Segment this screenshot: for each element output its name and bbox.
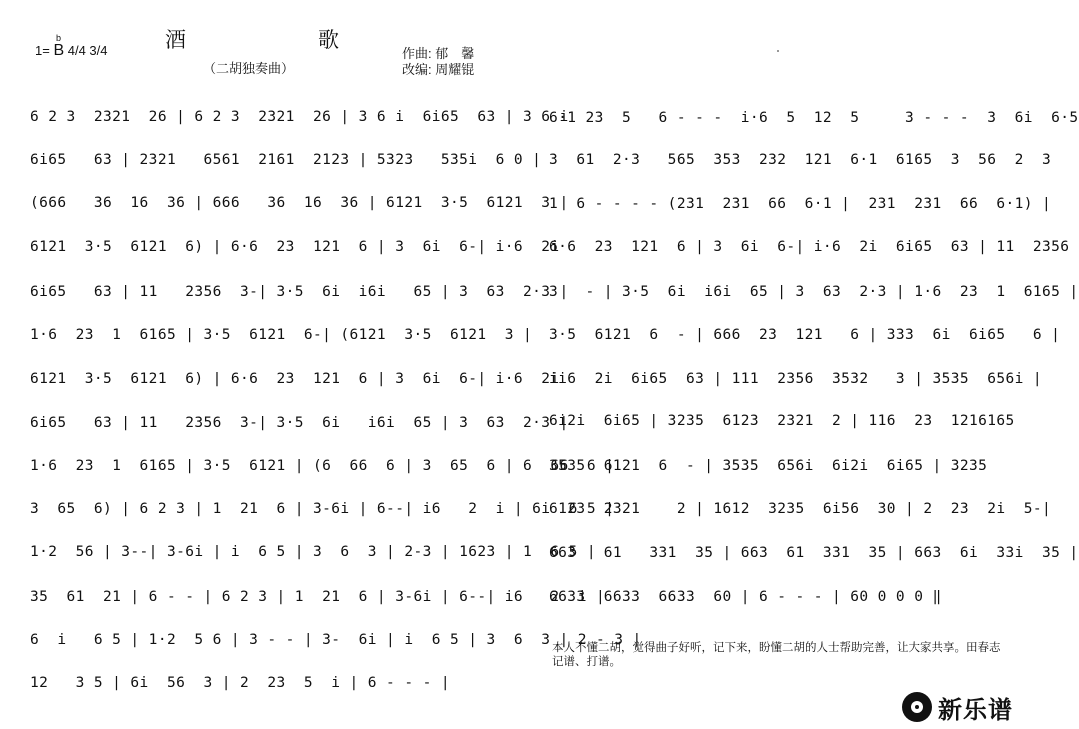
score-line: 12 3 5 | 6i 56 3 | 2 23 5 i | 6 - - - | [30, 675, 450, 691]
score-line: 6 i 6 5 | 1·2 5 6 | 3 - - | 3- 6i | i 6 5 | 3 6 3 | 2 - 3 | [30, 632, 642, 648]
score-line: 35 61 21 | 6 - - | 6 2 3 | 1 21 6 | 3-6i | 6--| i6 2 i | [30, 589, 606, 605]
score-line: 1·6 23 1 6165 | 3·5 6121 | (6 66 6 | 3 65 6 | 6 66 6 | [30, 458, 615, 474]
record-disc-icon [902, 692, 932, 722]
stray-dot [777, 50, 779, 52]
score-line: 6123 2321 2 | 1612 3235 6i56 30 | 2 23 2i 5-| [549, 501, 1052, 517]
score-line: 663 61 331 35 | 663 61 331 35 | 663 6i 33i 35 | [549, 545, 1079, 561]
score-line: 3 - | 3·5 6i i6i 65 | 3 63 2·3 | 1·6 23 1 6165 | [549, 284, 1079, 300]
composer-label: 作曲: [402, 46, 432, 61]
key-signature [35, 33, 108, 60]
title-char-2: 歌 [318, 28, 339, 52]
composer-line [402, 46, 474, 62]
score-line: 1·2 56 | 3--| 3-6i | i 6 5 | 3 6 3 | 2-3 | 1623 | 1 6 5 | [30, 544, 597, 560]
time-signature: 4/4 3/4 [67, 43, 108, 58]
arranger-line [402, 62, 474, 78]
score-line: 6i65 63 | 2321 6561 2161 2123 | 5323 535i 6 0 | [30, 152, 542, 168]
score-line: 3 61 2·3 565 353 232 121 6·1 6165 3 56 2 3 [549, 152, 1052, 168]
subtitle: （二胡独奏曲） [203, 61, 295, 76]
score-line: 6·1 23 5 6 - - - i·6 5 12 5 3 - - - 3 6i 6·5 [549, 110, 1079, 126]
arranger-label: 改编: [402, 62, 432, 77]
score-line: 6i2i 6i65 | 3235 6123 2321 2 | 116 23 1216165 [549, 413, 1015, 429]
score-line: 6i65 63 | 11 2356 3-| 3·5 6i i6i 65 | 3 63 2·3 | [30, 284, 569, 300]
site-logo [902, 690, 1013, 724]
score-line: 6i65 63 | 11 2356 3-| 3·5 6i i6i 65 | 3 63 2·3 | [30, 415, 569, 431]
title-char-1: 酒 [165, 28, 186, 52]
score-line: 3·5 6121 6 - | 666 23 121 6 | 333 6i 6i65 6 | [549, 327, 1061, 343]
score-line: 3 65 6) | 6 2 3 | 1 21 6 | 3-6i | 6--| i6 2 i | 6i 6 5 | [30, 501, 615, 517]
score-line: (666 36 16 36 | 666 36 16 36 | 6121 3·5 6121 3 | [30, 195, 569, 211]
arranger-name: 周耀锟 [435, 62, 475, 77]
score-line: 3535 6121 6 - | 3535 656i 6i2i 6i65 | 3235 [549, 458, 988, 474]
score-line: 6633 6633 6633 60 | 6 - - - | 60 0 0 0 ‖ [549, 589, 942, 605]
score-line: 6121 3·5 6121 6) | 6·6 23 121 6 | 3 6i 6-| i·6 2i [30, 239, 560, 255]
score-line: 1·6 23 1 6165 | 3·5 6121 6-| (6121 3·5 6121 3 | [30, 327, 533, 343]
score-line: 6·6 23 121 6 | 3 6i 6-| i·6 2i 6i65 63 | 11 2356 [549, 239, 1070, 255]
transcriber-note: 本人不懂二胡，觉得曲子好听，记下来，盼懂二胡的人士帮助完善，让大家共享。田春志记谱、打谱。 [552, 642, 1001, 668]
score-line: ii6 2i 6i65 63 | 111 2356 3532 3 | 3535 656i | [549, 371, 1043, 387]
key-note: B [53, 42, 65, 59]
score-line: 1 6 - - - - (231 231 66 6·1 | 231 231 66 6·1) | [549, 196, 1052, 212]
score-line: 6 2 3 2321 26 | 6 2 3 2321 26 | 3 6 i 6i65 63 | 3 6 i [30, 109, 569, 125]
logo-text: 新乐谱 [938, 696, 1013, 724]
key-prefix: 1= [35, 43, 50, 58]
composer-name: 郁 馨 [435, 46, 475, 61]
score-line: 6121 3·5 6121 6) | 6·6 23 121 6 | 3 6i 6-| i·6 2i [30, 371, 560, 387]
key-flat: b [56, 33, 62, 43]
